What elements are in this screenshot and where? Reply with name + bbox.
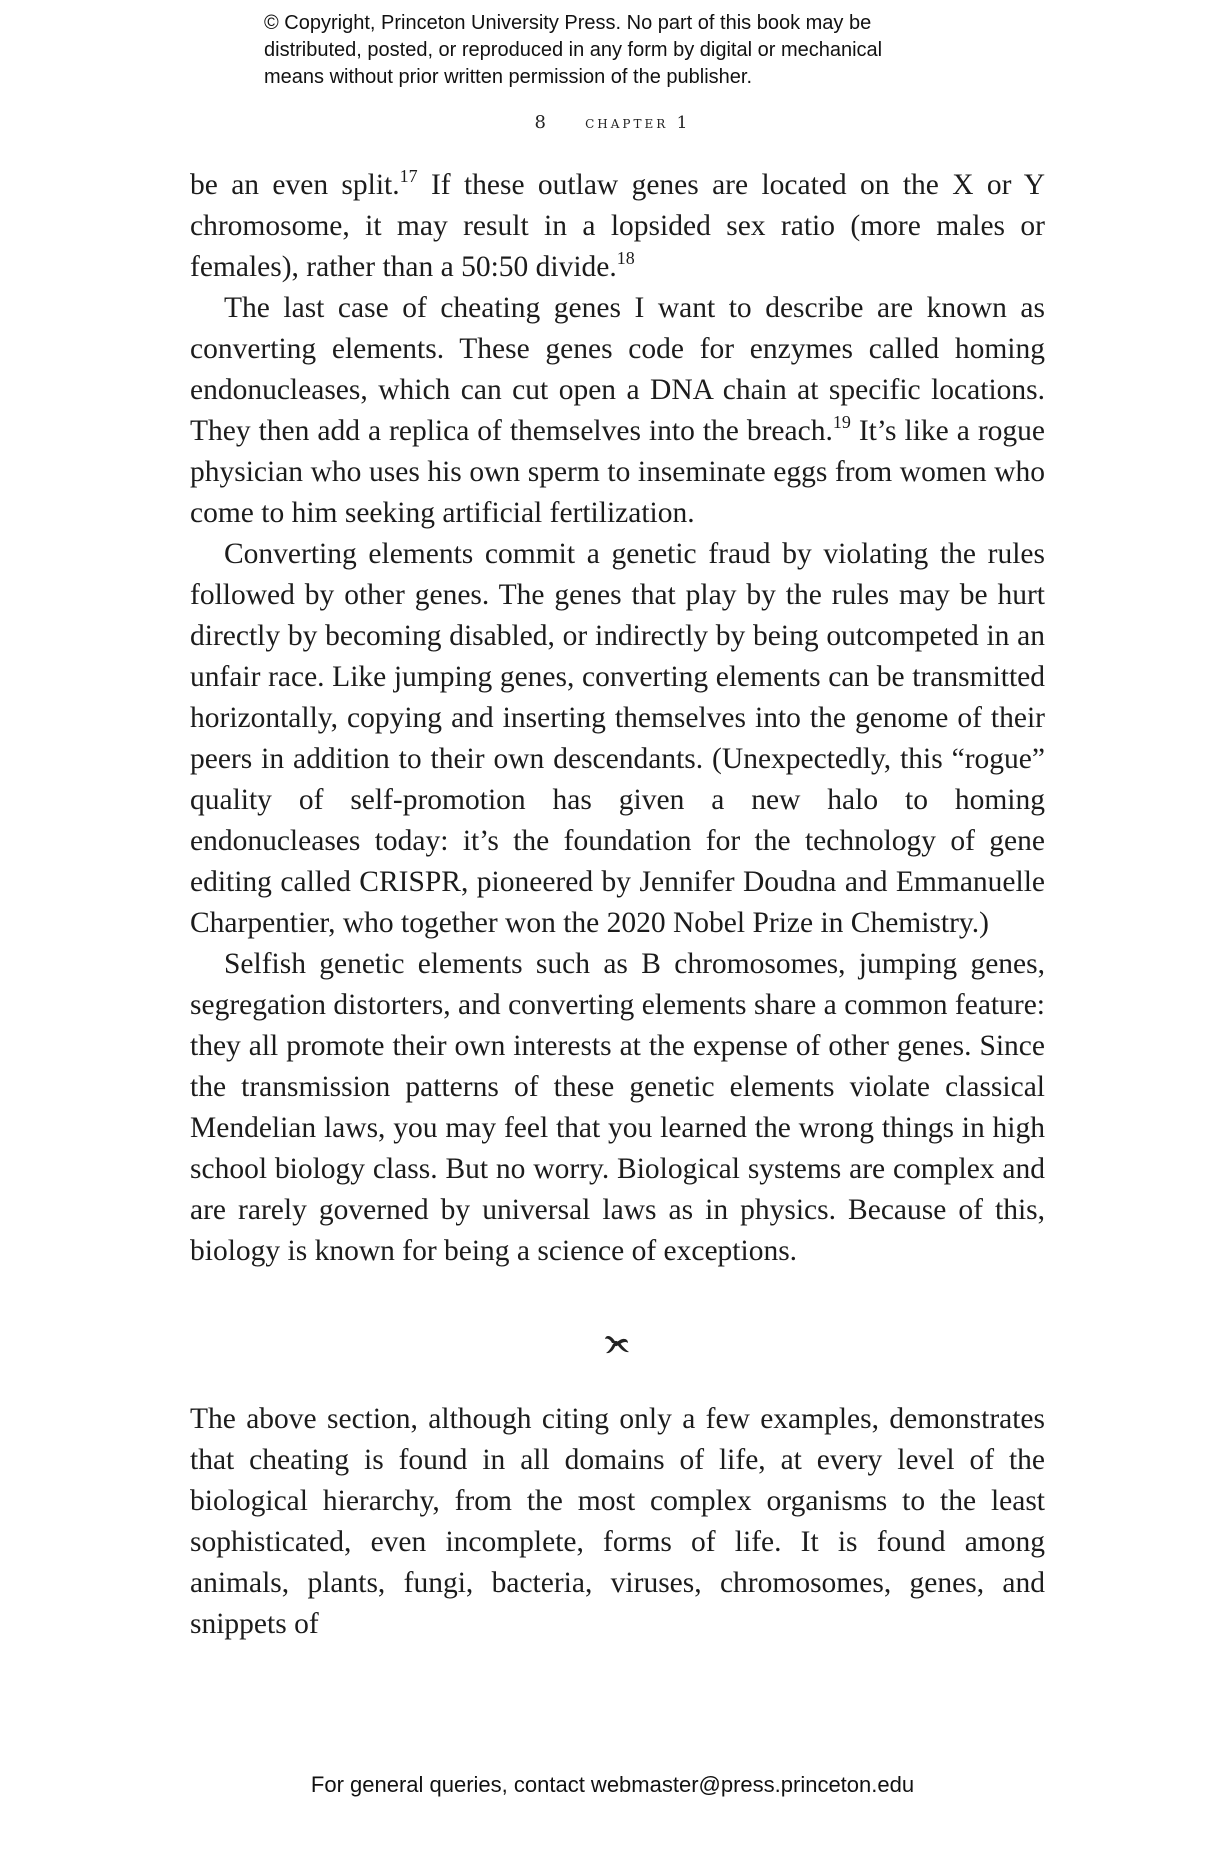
copyright-line: means without prior written permission of the publisher. bbox=[264, 66, 753, 88]
section-break-fleuron-icon bbox=[598, 1326, 634, 1362]
paragraph-text: It’s like a rogue physician who uses his own sperm to inseminate eggs from women who come to him seeking artificial fertilization. bbox=[190, 415, 1045, 529]
footnote-ref: 18 bbox=[616, 248, 635, 268]
paragraph bbox=[190, 288, 1045, 534]
running-head bbox=[0, 112, 1225, 133]
paragraph: Selfish genetic elements such as B chromosomes, jumping genes, segregation distorters, and converting elements share a common feature: they all promote their own interests at the expense of other genes. Since the transmission patterns of these genetic elements violate classical Mendelian laws, you may feel that you learned the wrong things in high school biology class. But no worry. Biological systems are complex and are rarely governed by universal laws as in physics. Because of this, biology is known for being a science of exceptions. bbox=[190, 948, 1045, 1267]
copyright-line: distributed, posted, or reproduced in any form by digital or mechanical bbox=[264, 39, 883, 61]
paragraph: Converting elements commit a genetic fraud by violating the rules followed by other genes. The genes that play by the rules may be hurt directly by becoming disabled, or indirectly by being outcompeted in an unfair race. Like jumping genes, converting elements can be transmitted horizontally, copying and inserting themselves into the genome of their peers in addition to their own descendants. (Unexpectedly, this “rogue” quality of self-promotion has given a new halo to homing endonucleases today: it’s the foundation for the technology of gene editing called CRISPR, pioneered by Jennifer Doudna and Emmanuelle Charpentier, who together won the 2020 Nobel Prize in Chemistry.) bbox=[190, 538, 1045, 939]
body-text-lower bbox=[190, 1399, 1045, 1645]
footer-contact: For general queries, contact webmaster@press.princeton.edu bbox=[310, 1772, 915, 1797]
copyright-line: © Copyright, Princeton University Press. No part of this book may be bbox=[264, 12, 872, 34]
paragraph: The above section, although citing only a few examples, demonstrates that cheating is found in all domains of life, at every level of the biological hierarchy, from the most complex organisms to the least sophisticated, even incomplete, forms of life. It is found among animals, plants, fungi, bacteria, viruses, chromosomes, genes, and snippets of bbox=[190, 1403, 1045, 1640]
footnote-ref: 19 bbox=[832, 412, 851, 432]
copyright-notice bbox=[264, 10, 964, 91]
paragraph-text: If these outlaw genes are located on the X or Y chromosome, it may result in a lopsided sex ratio (more males or females), rather than a 50:50 divide. bbox=[190, 169, 1045, 283]
paragraph-text: be an even split. bbox=[190, 169, 400, 201]
chapter-label: chapter 1 bbox=[585, 113, 691, 133]
paragraph bbox=[190, 165, 1045, 288]
page-number: 8 bbox=[534, 112, 549, 133]
footnote-ref: 17 bbox=[399, 166, 418, 186]
body-text-upper bbox=[190, 165, 1045, 1272]
paragraph-text: The last case of cheating genes I want to describe are known as converting elements. These genes code for enzymes called homing endonucleases, which can cut open a DNA chain at specific locations. They then add a replica of themselves into the breach. bbox=[190, 292, 1045, 447]
